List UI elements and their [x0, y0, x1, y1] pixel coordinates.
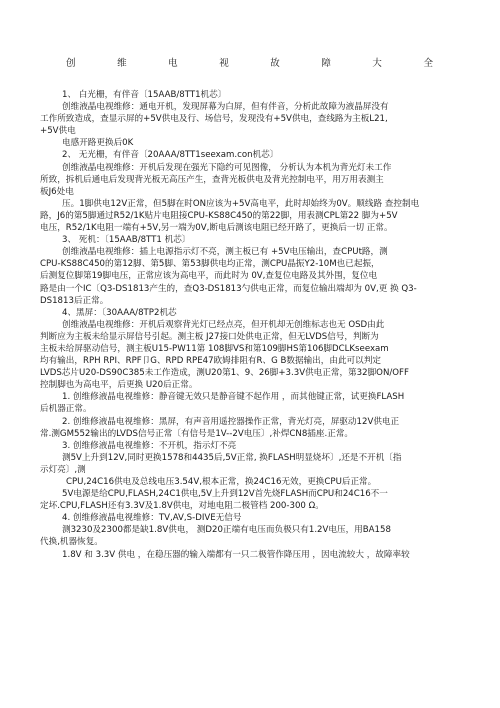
- paragraph-line: 控制脚也为高电平，后更换 U20后正常。: [40, 380, 198, 391]
- title-char: 大: [372, 58, 383, 69]
- paragraph-line: 路，J6的第5脚通过R52/1K贴片电阻接CPU-KS88C450的第22脚，用表测CPL第22 脚为+5V: [40, 210, 398, 221]
- title-char: 电: [168, 58, 179, 69]
- paragraph-line: 创维液晶电视维修：开机后发现在强光下隐约可见图像， 分析认为本机为背光灯未工作: [62, 162, 392, 173]
- title-char: 维: [117, 58, 128, 69]
- paragraph-line: CPU-KS88C450的第12脚、第5脚、第53脚供电均正常，测CPU晶振Y2-10M也已起振，: [40, 259, 380, 270]
- paragraph-line: LVDS芯片U20-DS90C385未工作造成，测U20第1、9、26脚+3.3V供电正常，第32脚ON/OFF: [40, 368, 409, 379]
- paragraph-line: 后测复位脚第19脚电压，正常应该为高电平，而此时为 0V,查复位电路及其外围，复位电: [40, 271, 378, 282]
- paragraph-line: 所致，拆机后通电后发现背光板无高压产生，查背光板供电及背光控制电平，用万用表测主: [40, 174, 384, 185]
- paragraph-line: 测3230及2300都是缺1.8V供电， 测D20正端有电压而负极只有1.2V电压，用BA158: [62, 525, 391, 536]
- section-heading: 3、 死机：〔15AAB/8TT1 机芯〕: [62, 235, 191, 246]
- paragraph-line: +5V供电: [40, 126, 76, 137]
- paragraph-line: 常.测GM552输出的LVDS信号正常〔有信号是1V--2V电压〕,补焊CN8插座.正常。: [40, 428, 354, 439]
- paragraph-line: 后机器正常。: [40, 404, 92, 415]
- paragraph-line: 5V电源是给CPU,FLASH,24C1供电,5V上升到12V首先烧FLASH而CPU和24C16不一: [62, 489, 388, 500]
- paragraph-line: 2. 创维修液晶电视维修：黑屏，有声音用遥控器操作正常，背光灯亮，屏驱动12V供电正: [62, 416, 400, 427]
- paragraph-line: 代换,机器恢复。: [40, 537, 103, 548]
- paragraph-line: 主板未给屏驱动信号，测主板U15-PW11第 108脚VS和第109脚HS第106脚DCLKseexam: [40, 343, 389, 354]
- paragraph-line: 示灯亮〕,测: [40, 464, 86, 475]
- paragraph-line: 均有输出，RPH RPI、RPF卩G、RPD RPE47欧姆排阻有R、G B数据输出，由此可以判定: [40, 356, 381, 367]
- title-char: 视: [219, 58, 230, 69]
- paragraph-line: 测5V上升到12V,同时更换1578和4435后,5V正常, 换FLASH明显烧坏〕,还是不开机〔指: [62, 452, 402, 463]
- section-heading: 1、 白光栅，有伴音〔15AAB/8TT1机芯〕: [62, 90, 227, 100]
- section-heading: 2、 无光栅，有伴音〔20AAA/8TT1seexam.con机芯〕: [62, 150, 279, 161]
- title-char: 创: [66, 58, 77, 69]
- paragraph-line: 电压，R52/1K电阻一端有+5V,另一端为0V,断电后测该电阻已经开路了，更换后一切 正常。: [40, 223, 393, 234]
- document-body: [40, 89, 460, 561]
- document-title: [40, 55, 460, 69]
- paragraph-line: DS1813后正常。: [40, 295, 109, 306]
- title-char: 障: [321, 58, 332, 69]
- paragraph-line: 1. 创维修液晶电视维修：静音键无效只是静音键不起作用 ，而其他键正常，试更换FLASH: [62, 392, 405, 403]
- paragraph-line: 工作所致造成，查显示屏的+5V供电及行、场信号，发现没有+5V供电，查线路为主板L21,: [40, 114, 388, 125]
- paragraph-line: 4. 创维修液晶电视维修：TV,AV,S-DIVE无信号: [62, 513, 242, 524]
- section-heading: 4、黑屏：〔30AAA/8TP2机芯: [62, 307, 177, 318]
- paragraph-line: 判断应为主板未给显示屏信号引起。测主板 J27接口处供电正常，但无LVDS信号，判断为: [40, 331, 379, 342]
- paragraph-line: 1.8V 和 3.3V 供电 ，在稳压器的输入端都有一只二极管作降压用 ，因电流较大 ，故障率较: [62, 549, 410, 560]
- title-char: 故: [270, 58, 281, 69]
- paragraph-line: 创维液晶电视维修：通电开机，发现屏幕为白屏，但有伴音，分析此故障为液晶屏没有: [62, 102, 389, 113]
- paragraph-line: 创维液晶电视维修：开机后观察背光灯已经点亮，但开机却无创维标志也无 OSD由此: [62, 319, 385, 330]
- paragraph-line: 路是由一个IC〔Q3-DS1813产生的，查Q3-DS1813勺供电正常，而复位输出端却为 0V,更 换 Q3-: [40, 283, 417, 294]
- paragraph-line: 定坏.CPU,FLASH还有3.3V及1.8V供电，对地电阻二极管档 200-300 Ω。: [40, 501, 324, 512]
- paragraph-line: 压。1脚供电12V正常，但5脚在时ON应该为+5V高电平，此时却始终为0V。顺线路 查控制电: [62, 198, 420, 209]
- paragraph-line: CPU,24C16供电及总线电压3.54V,根本正常，换24C16无效，更换CPU后正常。: [66, 477, 377, 487]
- title-char: 全: [423, 58, 434, 69]
- paragraph-line: 板J6处电: [40, 186, 74, 197]
- paragraph-line: 创维液晶电视维修：插上电源指示灯不亮，测主板已有 +5V电压输出，查CPUt路，测: [62, 247, 388, 258]
- paragraph-line: 3. 创维修液晶电视维修：不开机，指示灯不亮: [62, 440, 237, 451]
- paragraph-line: 电感开路更换后0K: [62, 138, 134, 149]
